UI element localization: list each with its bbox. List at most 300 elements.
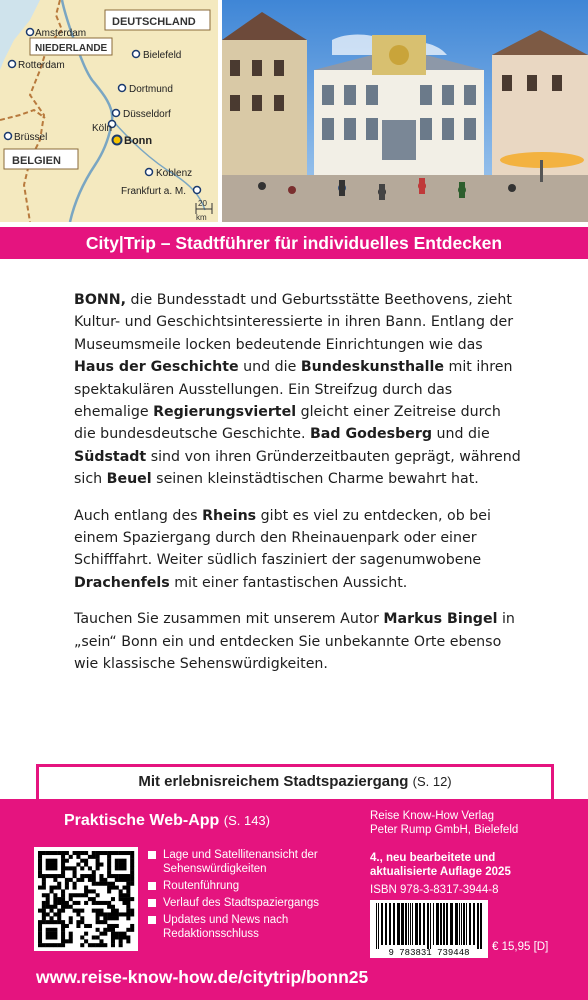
qr-module: [130, 863, 134, 867]
qr-module: [111, 928, 115, 932]
qr-module: [119, 893, 123, 897]
qr-module: [130, 924, 134, 928]
qr-module: [96, 882, 100, 886]
map-label-niederlande: NIEDERLANDE: [35, 43, 108, 54]
qr-module: [73, 901, 77, 905]
qr-module: [99, 878, 103, 882]
barcode-bar: [436, 903, 439, 945]
qr-module: [76, 901, 80, 905]
qr-module: [69, 905, 73, 909]
qr-module: [107, 859, 111, 863]
qr-module: [107, 882, 111, 886]
barcode-bar: [440, 903, 442, 945]
qr-module: [115, 909, 119, 913]
bold-text: Markus Bingel: [383, 611, 498, 628]
qr-module: [111, 932, 115, 936]
qr-module: [50, 859, 54, 863]
qr-module: [111, 912, 115, 916]
qr-module: [50, 909, 54, 913]
qr-module: [69, 878, 73, 882]
qr-module: [42, 874, 46, 878]
price: € 15,95 [D]: [492, 941, 549, 953]
bold-text: Haus der Geschichte: [74, 359, 239, 376]
qr-module: [50, 863, 54, 867]
qr-module: [80, 859, 84, 863]
qr-module: [115, 878, 119, 882]
qr-module: [38, 886, 42, 890]
qr-module: [96, 859, 100, 863]
qr-module: [38, 909, 42, 913]
city-walk-page: (S. 12): [412, 774, 452, 789]
map-city-bielefeld: Bielefeld: [143, 50, 182, 61]
qr-module: [96, 909, 100, 913]
publisher-name: Reise Know-How Verlag: [370, 810, 495, 822]
bold-text: BONN,: [74, 292, 127, 308]
qr-module: [61, 874, 65, 878]
qr-module: [92, 851, 96, 855]
qr-module: [65, 866, 69, 870]
bold-text: Regierungsviertel: [153, 404, 297, 421]
qr-module: [80, 893, 84, 897]
barcode-bar: [397, 903, 400, 945]
barcode-bar: [430, 903, 431, 949]
barcode-bar: [405, 903, 407, 945]
qr-module: [103, 901, 107, 905]
qr-module: [126, 901, 130, 905]
qr-module: [92, 909, 96, 913]
qr-module: [107, 866, 111, 870]
qr-module: [96, 943, 100, 947]
feature-item: [148, 913, 363, 941]
qr-module: [130, 874, 134, 878]
qr-module: [57, 909, 61, 913]
bold-text: Rheins: [202, 507, 257, 524]
qr-module: [38, 870, 42, 874]
qr-module: [92, 901, 96, 905]
qr-module: [103, 920, 107, 924]
qr-module: [38, 924, 42, 928]
qr-module: [126, 886, 130, 890]
qr-module: [126, 889, 130, 893]
barcode-bar: [455, 903, 458, 945]
barcode-bar: [412, 903, 413, 945]
qr-module: [99, 909, 103, 913]
qr-module: [92, 855, 96, 859]
qr-module: [107, 870, 111, 874]
text-run: und die: [238, 359, 301, 376]
barcode: [370, 900, 488, 958]
qr-module: [80, 874, 84, 878]
qr-module: [38, 939, 42, 943]
qr-module: [46, 851, 50, 855]
qr-module: [130, 912, 134, 916]
map-label-belgien: BELGIEN: [12, 155, 61, 167]
qr-module: [92, 935, 96, 939]
map-city-koeln: Köln: [92, 123, 113, 134]
qr-module: [88, 878, 92, 882]
qr-module: [80, 909, 84, 913]
qr-module: [119, 863, 123, 867]
qr-module: [38, 855, 42, 859]
qr-module: [42, 878, 46, 882]
qr-module: [122, 912, 126, 916]
barcode-bar: [466, 903, 467, 945]
bullet-square-icon: [148, 882, 156, 890]
text-run: seinen kleinstädtischen Charme bewahrt hat.: [151, 471, 479, 488]
qr-module: [38, 935, 42, 939]
qr-module: [61, 851, 65, 855]
feature-text: Lage und Satellitenansicht der Sehenswürdigkeiten: [163, 849, 318, 875]
barcode-bar: [446, 903, 448, 945]
edition-line-1: 4., neu bearbeitete und: [370, 852, 496, 864]
qr-module: [65, 886, 69, 890]
qr-module: [69, 893, 73, 897]
text-run: sind von ihren Gründerzeitbauten geprägt, während sich: [74, 448, 521, 488]
qr-module: [122, 893, 126, 897]
qr-module: [76, 863, 80, 867]
qr-module: [50, 874, 54, 878]
qr-module: [65, 851, 69, 855]
qr-module: [61, 935, 65, 939]
qr-module: [96, 866, 100, 870]
qr-module: [80, 866, 84, 870]
paragraph-author: [74, 608, 522, 675]
text-run: mit ihren spektakulären Ausstellungen. Ein Streifzug durch das ehemalige: [74, 359, 513, 421]
qr-module: [107, 928, 111, 932]
qr-module: [65, 924, 69, 928]
qr-module: [99, 851, 103, 855]
qr-module: [46, 863, 50, 867]
qr-module: [130, 866, 134, 870]
qr-module: [115, 859, 119, 863]
qr-module: [57, 882, 61, 886]
qr-module: [111, 882, 115, 886]
qr-module: [69, 932, 73, 936]
qr-module: [76, 912, 80, 916]
qr-module: [111, 916, 115, 920]
text-run: die Bundesstadt und Geburtsstätte Beethovens, zieht Kultur- und Geschichtsinteressierte in ihren Bann. Entlang der Museumsmeile locken bedeutende Einrichtungen wie das: [74, 292, 514, 353]
qr-module: [96, 916, 100, 920]
qr-module: [96, 928, 100, 932]
qr-module: [115, 912, 119, 916]
qr-module: [42, 912, 46, 916]
qr-module: [69, 939, 73, 943]
qr-module: [57, 912, 61, 916]
qr-module: [126, 878, 130, 882]
qr-module: [99, 874, 103, 878]
barcode-bar: [433, 903, 434, 945]
qr-module: [61, 863, 65, 867]
qr-module: [76, 851, 80, 855]
qr-module: [126, 935, 130, 939]
qr-module: [65, 901, 69, 905]
description-text: [74, 289, 522, 690]
qr-module: [119, 878, 123, 882]
qr-module: [73, 870, 77, 874]
qr-module: [84, 859, 88, 863]
qr-module: [80, 878, 84, 882]
qr-module: [57, 920, 61, 924]
qr-module: [46, 928, 50, 932]
qr-module: [38, 863, 42, 867]
qr-module: [42, 920, 46, 924]
qr-module: [53, 912, 57, 916]
map-city-duesseldorf: Düsseldorf: [123, 109, 171, 120]
qr-module: [57, 901, 61, 905]
qr-module: [76, 855, 80, 859]
qr-module: [130, 928, 134, 932]
qr-module: [126, 874, 130, 878]
qr-module: [119, 932, 123, 936]
city-walk-callout: [36, 764, 554, 799]
qr-code[interactable]: [34, 847, 138, 951]
qr-module: [53, 920, 57, 924]
qr-module: [80, 935, 84, 939]
barcode-bar: [410, 903, 411, 945]
bonn-town-hall-photo: [222, 0, 588, 222]
qr-module: [126, 939, 130, 943]
qr-module: [80, 916, 84, 920]
qr-module: [122, 874, 126, 878]
qr-module: [73, 851, 77, 855]
qr-module: [111, 851, 115, 855]
qr-module: [126, 909, 130, 913]
qr-module: [76, 909, 80, 913]
map-label-deutschland: DEUTSCHLAND: [112, 16, 196, 28]
barcode-bar: [415, 903, 418, 945]
text-run: Tauchen Sie zusammen mit unserem Autor: [74, 611, 384, 628]
qr-module: [76, 924, 80, 928]
qr-module: [46, 859, 50, 863]
qr-module: [96, 912, 100, 916]
qr-module: [122, 859, 126, 863]
qr-module: [57, 897, 61, 901]
qr-module: [38, 874, 42, 878]
qr-module: [65, 859, 69, 863]
qr-module: [84, 939, 88, 943]
qr-module: [111, 924, 115, 928]
qr-module: [92, 943, 96, 947]
text-run: in „sein“ Bonn ein und entdecken Sie unbekannte Orte ebenso wie klassische Sehenswürdigkeiten.: [74, 611, 515, 673]
qr-module: [107, 855, 111, 859]
qr-module: [122, 932, 126, 936]
qr-module: [126, 851, 130, 855]
qr-module: [119, 939, 123, 943]
text-run: gibt es viel zu entdecken, ob bei einem Spaziergang durch den Rheinauenpark oder einer Schifffahrt. Weiter südlich fasziniert der sagenumwobene: [74, 507, 491, 569]
qr-module: [53, 878, 57, 882]
qr-module: [69, 935, 73, 939]
qr-module: [69, 920, 73, 924]
photo-illustration: [222, 0, 588, 222]
qr-module: [42, 851, 46, 855]
isbn: ISBN 978-3-8317-3944-8: [370, 884, 499, 896]
qr-module: [115, 874, 119, 878]
barcode-bar: [469, 903, 471, 945]
map-city-frankfurt: Frankfurt a. M.: [121, 186, 187, 197]
qr-module: [46, 905, 50, 909]
bullet-square-icon: [148, 851, 156, 859]
qr-module: [57, 874, 61, 878]
qr-module: [65, 939, 69, 943]
qr-module: [130, 882, 134, 886]
qr-module: [103, 943, 107, 947]
publisher-info: [370, 809, 518, 837]
bullet-square-icon: [148, 916, 156, 924]
qr-module: [46, 901, 50, 905]
map-city-dortmund: Dortmund: [129, 84, 173, 95]
qr-module: [38, 859, 42, 863]
qr-module: [38, 932, 42, 936]
qr-module: [126, 928, 130, 932]
map-city-rotterdam: Rotterdam: [18, 60, 65, 71]
qr-module: [88, 924, 92, 928]
bold-text: Südstadt: [74, 448, 147, 465]
qr-module: [42, 909, 46, 913]
qr-module: [96, 920, 100, 924]
qr-module: [92, 874, 96, 878]
qr-module: [46, 932, 50, 936]
web-app-title: Praktische Web-App: [64, 812, 220, 829]
qr-module: [53, 905, 57, 909]
qr-module: [88, 866, 92, 870]
qr-module: [61, 943, 65, 947]
qr-module: [119, 859, 123, 863]
qr-module: [103, 916, 107, 920]
qr-module: [38, 928, 42, 932]
qr-module: [65, 905, 69, 909]
qr-module: [111, 939, 115, 943]
qr-module: [107, 916, 111, 920]
qr-module: [61, 920, 65, 924]
qr-module: [126, 912, 130, 916]
qr-module: [46, 866, 50, 870]
qr-module: [61, 893, 65, 897]
qr-module: [69, 897, 73, 901]
qr-module: [96, 855, 100, 859]
qr-module: [84, 893, 88, 897]
qr-module: [61, 909, 65, 913]
qr-module: [126, 893, 130, 897]
qr-module: [111, 909, 115, 913]
qr-module: [119, 935, 123, 939]
qr-module: [115, 932, 119, 936]
qr-module: [126, 905, 130, 909]
map-city-koblenz: Koblenz: [156, 168, 193, 179]
qr-module: [53, 886, 57, 890]
qr-module: [53, 851, 57, 855]
qr-module: [88, 897, 92, 901]
feature-item: [148, 879, 363, 893]
cover-header: [0, 0, 588, 222]
bullet-square-icon: [148, 899, 156, 907]
bold-text: Bundeskunsthalle: [300, 359, 444, 376]
qr-module: [107, 886, 111, 890]
qr-module: [96, 901, 100, 905]
map-city-amsterdam: Amsterdam: [35, 28, 87, 39]
qr-module: [61, 855, 65, 859]
qr-module: [119, 874, 123, 878]
qr-module: [53, 935, 57, 939]
feature-item: [148, 896, 363, 910]
qr-module: [38, 920, 42, 924]
qr-module: [122, 863, 126, 867]
qr-module: [130, 909, 134, 913]
qr-module: [50, 916, 54, 920]
qr-module: [57, 943, 61, 947]
qr-module: [130, 878, 134, 882]
qr-module: [46, 920, 50, 924]
qr-module: [84, 851, 88, 855]
qr-module: [50, 886, 54, 890]
qr-module: [130, 897, 134, 901]
feature-text: Verlauf des Stadtspaziergangs: [163, 897, 319, 909]
qr-module: [119, 912, 123, 916]
map-city-bruessel: Brüssel: [14, 132, 48, 143]
qr-module: [61, 901, 65, 905]
qr-module: [69, 866, 73, 870]
qr-module: [103, 928, 107, 932]
qr-module: [115, 866, 119, 870]
qr-module: [73, 882, 77, 886]
qr-module: [57, 851, 61, 855]
qr-module: [65, 878, 69, 882]
qr-module: [130, 851, 134, 855]
qr-module: [61, 870, 65, 874]
qr-module: [42, 916, 46, 920]
qr-module: [88, 889, 92, 893]
qr-module: [126, 916, 130, 920]
qr-module: [61, 897, 65, 901]
qr-module: [96, 893, 100, 897]
barcode-bar: [389, 903, 391, 945]
qr-module: [115, 924, 119, 928]
qr-module: [42, 882, 46, 886]
barcode-bar: [381, 903, 383, 945]
series-banner: City|Trip – Stadtführer für individuelles Entdecken: [0, 227, 588, 259]
qr-module: [119, 943, 123, 947]
qr-module: [53, 928, 57, 932]
qr-module: [84, 863, 88, 867]
barcode-bar: [423, 903, 425, 945]
qr-module: [73, 874, 77, 878]
qr-module: [88, 874, 92, 878]
qr-module: [50, 928, 54, 932]
qr-module: [50, 935, 54, 939]
qr-module: [107, 901, 111, 905]
qr-module: [76, 920, 80, 924]
qr-module: [99, 939, 103, 943]
qr-module: [84, 874, 88, 878]
website-url[interactable]: www.reise-know-how.de/citytrip/bonn25: [36, 967, 369, 987]
qr-module: [92, 897, 96, 901]
text-run: und die: [432, 426, 490, 443]
feature-text: Updates und News nach Redaktionsschluss: [163, 914, 289, 940]
web-app-page: (S. 143): [223, 813, 270, 828]
qr-module: [50, 866, 54, 870]
qr-module: [107, 912, 111, 916]
qr-module: [107, 863, 111, 867]
qr-module: [76, 893, 80, 897]
qr-module: [46, 912, 50, 916]
qr-module: [111, 935, 115, 939]
qr-module: [61, 905, 65, 909]
qr-code-graphic: [34, 847, 138, 951]
qr-module: [84, 889, 88, 893]
qr-module: [107, 905, 111, 909]
qr-module: [99, 943, 103, 947]
text-run: Auch entlang des: [74, 507, 203, 524]
barcode-bar: [376, 903, 377, 949]
